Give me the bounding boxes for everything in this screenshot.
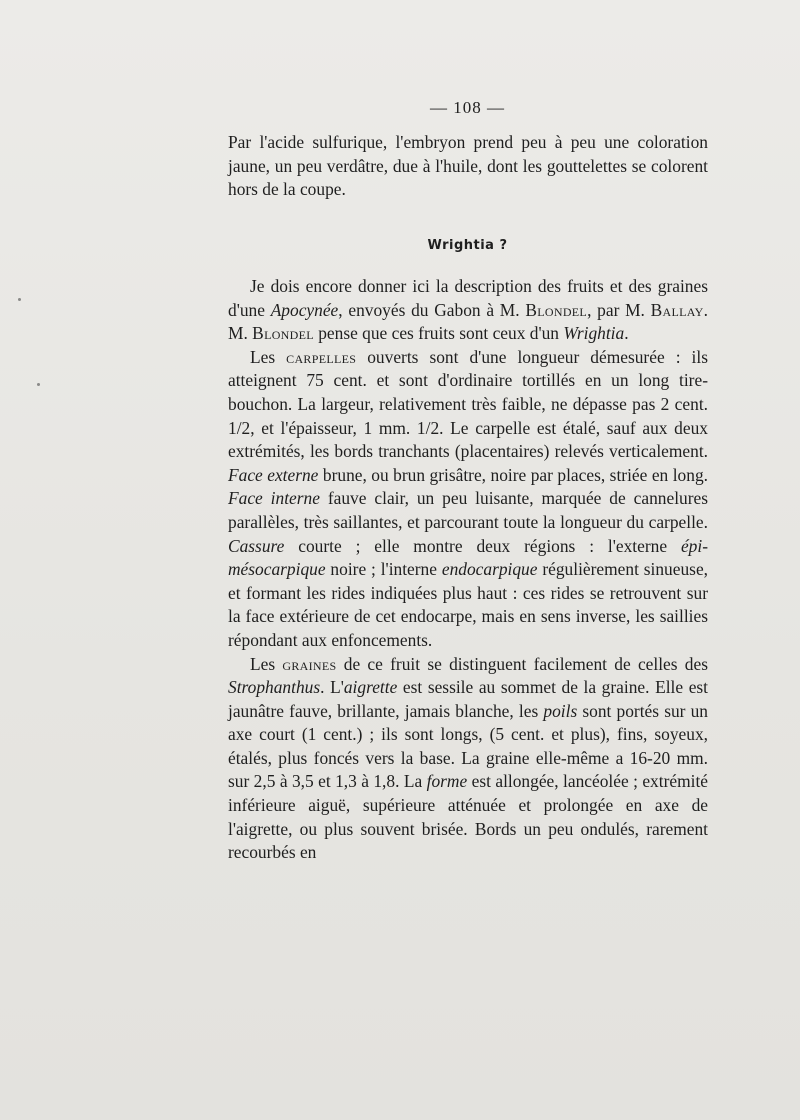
paper-speck bbox=[18, 298, 21, 301]
page-number: — 108 — bbox=[430, 98, 505, 117]
main-text bbox=[228, 275, 708, 865]
paper-speck bbox=[37, 383, 40, 386]
paragraph-description: Je dois encore donner ici la description des fruits et des graines d'une Apocynée, envoyés du Gabon à M. Blondel, par M. Ballay. M. Blondel pense que ces fruits sont ceux d'un Wrightia. bbox=[228, 276, 708, 344]
paragraph-carpelles: Les carpelles ouverts sont d'une longueur démesurée : ils atteignent 75 cent. et sont d'ordinaire tortillés en un long tire-bouchon. La largeur, relativement très faible, ne dépasse pas 2 cent. 1/2, et l'épaisseur, 1 mm. 1/2. Le carpelle est étalé, sauf aux deux extrémités, les bords tranchants (placentaires) relevés verticalement. Face externe brune, ou brun grisâtre, noire par places, striée en long. Face interne fauve clair, un peu luisante, marquée de cannelures parallèles, très saillantes, et parcourant toute la longueur du carpelle. Cassure courte ; elle montre deux régions : l'externe épi-mésocarpique noire ; l'interne endocarpique régulièrement sinueuse, et formant les rides indiquées plus haut : ces rides se retrouvent sur la face extérieure de cet endocarpe, mais en sens inverse, les saillies répondant aux enfoncements. bbox=[228, 346, 709, 650]
paragraph-intro bbox=[228, 131, 708, 202]
paragraph-graines: Les graines de ce fruit se distinguent facilement de celles des Strophanthus. L'aigrette est sessile au sommet de la graine. Elle est jaunâtre fauve, brillante, jamais blanche, les poils sont portés sur un axe court (1 cent.) ; ils sont longs, (5 cent. et plus), fins, soyeux, étalés, plus foncés vers la base. La graine elle-même a 16-20 mm. sur 2,5 à 3,5 et 1,3 à 1,8. La forme est allongée, lancéolée ; extrémité inférieure aiguë, supérieure atténuée et prolongée en axe de l'aigrette, ou plus souvent brisée. Bords un peu ondulés, rarement recourbés en bbox=[228, 653, 709, 863]
paragraph-intro-text: Par l'acide sulfurique, l'embryon prend peu à peu une coloration jaune, un peu verdâtre, due à l'huile, dont les gouttelettes se colorent hors de la coupe. bbox=[228, 132, 708, 200]
section-heading: Wrightia ? bbox=[427, 238, 508, 253]
